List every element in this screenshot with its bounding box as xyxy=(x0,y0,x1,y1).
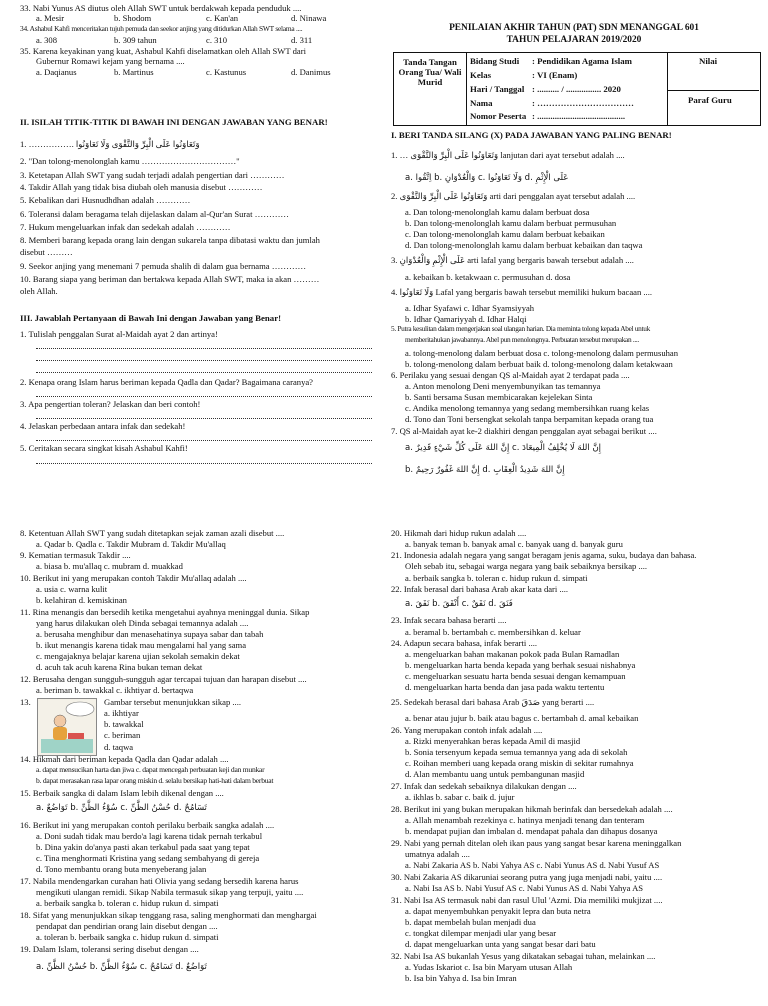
q27-options: a. ikhlas b. sabar c. baik d. jujur xyxy=(405,792,515,802)
question-19: 19. Dalam Islam, toleransi sering disebut dengan .... xyxy=(20,944,199,954)
question-22: 22. Infak berasal dari bahasa Arab akar kata dari .... xyxy=(391,584,569,594)
subject-value: : Pendidikan Agama Islam xyxy=(532,56,632,66)
question-34: 34. Ashabul Kahfi menceritakan tujuh pemuda dan seekor anjing yang ditidurkan Allah SWT selama .... xyxy=(20,24,303,33)
section-ii-item-8: 8. Memberi barang kepada orang lain dengan sukarela tanpa dibatasi waktu dan jumlah xyxy=(20,235,320,245)
question-14: 14. Hikmah dari beriman kepada Qadla dan Qadar adalah .... xyxy=(20,754,229,764)
question-5-line1: 5. Putra kesulitan dalam mengerjakan soal ulangan harian. Dia meminta tolong kepada Abel untuk xyxy=(391,324,650,333)
q6-option-a: a. Anton menolong Deni menyembunyikan tas temannya xyxy=(405,381,601,391)
section-ii-item-4: 4. Takdir Allah yang tidak bisa diubah oleh manusia disebut ………… xyxy=(20,182,263,192)
section-ii-heading: II. ISILAH TITIK-TITIK DI BAWAH INI DENGAN JAWABAN YANG BENAR! xyxy=(20,117,328,127)
q15-options: a. تَوَاضُعٌ b. سُوْءُ الظَّنِّ c. حُسْنُ الظَّنِّ d. تَسَامُحٌ xyxy=(36,803,207,813)
answer-line xyxy=(36,440,372,441)
section-iii-item-2: 2. Kenapa orang Islam harus beriman kepada Qadla dan Qadar? Bagaimana caranya? xyxy=(20,377,314,387)
q32-options-ac: a. Yudas Iskariot c. Isa bin Maryam utusan Allah xyxy=(405,962,573,972)
q35-option-c: c. Kastunus xyxy=(206,67,247,77)
section-iii-item-4: 4. Jelaskan perbedaan antara infak dan sedekah! xyxy=(20,421,186,431)
q20-options: a. banyak teman b. banyak amal c. banyak uang d. banyak guru xyxy=(405,539,623,549)
subject-label: Bidang Studi xyxy=(470,56,520,66)
q33-option-a: a. Mesir xyxy=(36,13,65,23)
name-label: Nama xyxy=(470,98,493,108)
question-26: 26. Yang merupakan contoh infak adalah .... xyxy=(391,725,543,735)
q28-options-bd: b. mendapat pujian dan imbalan d. mendapat pahala dan dihapus dosanya xyxy=(405,826,658,836)
question-17-line2: mengikuti ulangan remidi. Sikap Nabila termasuk sikap yang terpuji, yaitu .... xyxy=(36,887,304,897)
q2-option-d: d. Dan tolong-menolonglah kamu dalam berbuat kebaikan dan taqwa xyxy=(405,240,643,250)
section-iii-item-1: 1. Tulislah penggalan Surat al-Maidah ayat 2 dan artinya! xyxy=(20,329,218,339)
q34-option-c: c. 310 xyxy=(206,35,228,45)
q11-option-a: a. berusaha menghibur dan menasehatinya supaya sabar dan tabah xyxy=(36,629,264,639)
answer-line xyxy=(36,463,372,464)
q11-option-c: c. mengajaknya belajar karena ujian sekolah semakin dekat xyxy=(36,651,240,661)
q23-options: a. beramal b. bertambah c. membersihkan d. keluar xyxy=(405,627,581,637)
q34-option-a: a. 308 xyxy=(36,35,58,45)
question-15: 15. Berbaik sangka di dalam Islam lebih dikenal dengan .... xyxy=(20,788,224,798)
question-11-line1: 11. Rina menangis dan bersedih ketika mengetahui ayahnya meninggal dunia. Sikap xyxy=(20,607,310,617)
divider xyxy=(667,90,759,91)
q4-options-bd: b. Idhar Qamariyyah d. Idhar Halqi xyxy=(405,314,527,324)
question-17-line1: 17. Nabila mendengarkan curahan hati Olivia yang sedang bersedih karena harus xyxy=(20,876,299,886)
question-7: 7. QS al-Maidah ayat ke-2 diakhiri dengan penggalan ayat sebagai berikut .... xyxy=(391,426,657,436)
q1-options: a. اِتَّقُوا b. وَالْعُدْوَانِ c. وَلَا تَعَاوَنُوا d. عَلَى الْإِثْمِ xyxy=(405,173,569,183)
answer-line xyxy=(36,372,372,373)
parent-signature-label: Tanda Tangan Orang Tua/ Wali Murid xyxy=(398,57,462,88)
divider xyxy=(667,52,668,125)
q26-option-a: a. Rizki menyerahkan beras kepada Amil di masjid xyxy=(405,736,581,746)
q32-options-bd: b. Isa bin Yahya d. Isa bin Imran xyxy=(405,973,517,983)
question-12: 12. Berusaha dengan sungguh-sungguh agar tercapai tujuan dan harapan disebut .... xyxy=(20,674,307,684)
question-18-line2: pendapat dan pendirian orang lain disebut dengan .... xyxy=(36,921,218,931)
q7-options-bd: b. إِنَّ اللهَ غَفُورٌ رَحِيمٌ d. إِنَّ اللهَ شَدِيدُ الْعِقَابِ xyxy=(405,465,565,475)
participant-number-label: Nomor Peserta xyxy=(470,111,527,121)
q9-options: a. biasa b. mu'allaq c. mubram d. muakkad xyxy=(36,561,183,571)
section-ii-item-9: 9. Seekor anjing yang menemani 7 pemuda shalih di dalam gua bernama ………… xyxy=(20,261,307,271)
q17-options: a. berbaik sangka b. toleran c. hidup rukun d. simpati xyxy=(36,898,219,908)
q16-option-a: a. Doni sudah tidak mau berdo'a lagi karena tidak pernah terkabul xyxy=(36,831,263,841)
section-iii-item-5: 5. Ceritakan secara singkat kisah Ashabul Kahfi! xyxy=(20,443,188,453)
section-iii-item-3: 3. Apa pengertian toleran? Jelaskan dan beri contoh! xyxy=(20,399,201,409)
answer-line xyxy=(36,396,372,397)
exam-year: TAHUN PELAJARAN 2019/2020 xyxy=(506,35,642,45)
q2-option-c: c. Dan tolong-menolonglah kamu dalam berbuat kebaikan xyxy=(405,229,605,239)
q14-options-bd: b. dapat merasakan rasa lapar orang miskin d. selalu bersikap hati-hati dalam berbuat xyxy=(36,776,274,785)
q26-option-b: b. Sonia tersenyum kepada semua temannya yang ada di sekolah xyxy=(405,747,628,757)
q21-options: a. berbaik sangka b. toleran c. hidup rukun d. simpati xyxy=(405,573,588,583)
q16-option-d: d. Tono membantu orang buta menyeberang jalan xyxy=(36,864,207,874)
question-35-line1: 35. Karena keyakinan yang kuat, Ashabul Kahfi diselamatkan oleh Allah SWT dari xyxy=(20,46,306,56)
q33-option-c: c. Kan'an xyxy=(206,13,239,23)
question-35-line2: Gubernur Romawi kejam yang bernama .... xyxy=(36,56,185,66)
question-25: 25. Sedekah berasal dari bahasa Arab صَدَقَ yang berarti .... xyxy=(391,697,595,707)
q7-options-ac: a. إِنَّ اللهَ عَلَى كُلِّ شَيْءٍ قَدِيرٌ c. إِنَّ اللهَ لَا يُخْلِفُ الْمِيعَادَ xyxy=(405,443,602,453)
section-i-heading: I. BERI TANDA SILANG (X) PADA JAWABAN YANG PALING BENAR! xyxy=(391,130,672,140)
section-ii-item-3: 3. Ketetapan Allah SWT yang sudah terjadi adalah pengertian dari ………… xyxy=(20,170,285,180)
q22-options: a. نَفَقَ b. أَنْفَقَ c. نَفَقٌ d. فَنَقَ xyxy=(405,599,513,609)
q2-option-b: b. Dan tolong-menolonglah kamu dalam berbuat permusuhan xyxy=(405,218,617,228)
q35-option-a: a. Daqianus xyxy=(36,67,77,77)
question-18-line1: 18. Sifat yang menunjukkan sikap tenggang rasa, saling menghormati dan menghargai xyxy=(20,910,317,920)
q13-option-b: b. tawakkal xyxy=(104,719,144,729)
q2-option-a: a. Dan tolong-menolonglah kamu dalam berbuat dosa xyxy=(405,207,590,217)
question-29-line2: umatnya adalah .... xyxy=(405,849,470,859)
q6-option-c: c. Andika menolong temannya yang sedang membersihkan ruang kelas xyxy=(405,403,650,413)
q29-options: a. Nabi Zakaria AS b. Nabi Yahya AS c. Nabi Yunus AS d. Nabi Yusuf AS xyxy=(405,860,660,870)
question-31: 31. Nabi Isa AS termasuk nabi dan rasul Ulul 'Azmi. Dia memiliki mukjizat .... xyxy=(391,895,663,905)
q5-options-bd: b. tolong-menolong dalam berbuat baik d. tolong-menolong dalam ketakwaan xyxy=(405,359,673,369)
exam-title: PENILAIAN AKHIR TAHUN (PAT) SDN MENANGGAL 601 xyxy=(449,23,699,33)
q24-option-c: c. mengeluarkan sesuatu harta benda sesuai dengan kemampuan xyxy=(405,671,626,681)
section-ii-item-5: 5. Kebalikan dari Husnudhdhan adalah ………… xyxy=(20,195,191,205)
question-6: 6. Perilaku yang sesuai dengan QS al-Maidah ayat 2 terdapat pada .... xyxy=(391,370,630,380)
section-ii-item-2: 2. "Dan tolong-menolonglah kamu ……………………………" xyxy=(20,156,240,166)
question-13: 13. xyxy=(20,697,31,707)
q31-option-a: a. dapat menyembuhkan penyakit lepra dan buta netra xyxy=(405,906,591,916)
class-value: : VI (Enam) xyxy=(532,70,578,80)
answer-line xyxy=(36,360,372,361)
question-10: 10. Berikut ini yang merupakan contoh Takdir Mu'allaq adalah .... xyxy=(20,573,247,583)
question-33: 33. Nabi Yunus AS diutus oleh Allah SWT untuk berdakwah kepada penduduk .... xyxy=(20,3,302,13)
name-field[interactable]: : …………………………… xyxy=(532,98,634,108)
q13-option-d: d. taqwa xyxy=(104,742,134,752)
q33-option-d: d. Ninawa xyxy=(291,13,327,23)
question-30: 30. Nabi Zakaria AS dikaruniai seorang putra yang juga menjadi nabi, yaitu .... xyxy=(391,872,663,882)
q24-option-d: d. mengeluarkan harta benda dan jasa pada waktu tertentu xyxy=(405,682,605,692)
q4-options-ac: a. Idhar Syafawi c. Idhar Syamsiyyah xyxy=(405,303,535,313)
section-ii-item-10-cont: oleh Allah. xyxy=(20,286,58,296)
question-28: 28. Berikut ini yang bukan merupakan hikmah berinfak dan bersedekah adalah .... xyxy=(391,804,673,814)
answer-line xyxy=(36,348,372,349)
divider xyxy=(466,52,467,125)
date-label: Hari / Tanggal xyxy=(470,84,525,94)
section-ii-item-7: 7. Hukum mengeluarkan infak dan sedekah adalah ………… xyxy=(20,222,231,232)
section-ii-item-8-cont: disebut ……… xyxy=(20,247,73,257)
q34-option-d: d. 311 xyxy=(291,35,313,45)
praying-child-illustration xyxy=(37,698,97,756)
q19-options: a. حُسْنُ الظَّنِّ b. سُوْءُ الظَّنِّ c. تَسَامُحٌ d. تَوَاضُعٌ xyxy=(36,962,207,972)
question-21-line2: Oleh sebab itu, sebagai warga negara yang baik sebaiknya bersikap .... xyxy=(405,561,648,571)
q25-options: a. benar atau jujur b. baik atau bagus c. bertambah d. amal kebaikan xyxy=(405,713,639,723)
question-4: 4. وَلَا تَعَاوَنُوا Lafal yang bergaris bawah tersebut memiliki hukum bacaan .... xyxy=(391,287,652,297)
section-ii-item-6: 6. Toleransi dalam beragama telah dijelaskan dalam al-Qur'an Surat ………… xyxy=(20,209,290,219)
section-ii-item-1: 1. ……………. وَتَعَاوَنُوا عَلَى الْبِرِّ وَالتَّقْوَى وَلَا تَعَاوَنُوا xyxy=(20,139,200,149)
question-27: 27. Infak dan sedekah sebaiknya dilakukan dengan .... xyxy=(391,781,577,791)
q35-option-b: b. Martinus xyxy=(114,67,154,77)
question-29-line1: 29. Nabi yang pernah ditelan oleh ikan paus yang sangat besar karena meninggalkan xyxy=(391,838,682,848)
q26-option-c: c. Roihan memberi uang kepada orang miskin di sekitar rumahnya xyxy=(405,758,634,768)
question-21-line1: 21. Indonesia adalah negara yang sangat beragam jenis agama, suku, budaya dan bahasa. xyxy=(391,550,697,560)
q26-option-d: d. Alan membantu uang untuk pembangunan masjid xyxy=(405,769,585,779)
question-23: 23. Infak secara bahasa berarti .... xyxy=(391,615,507,625)
q33-option-b: b. Shodom xyxy=(114,13,152,23)
q31-option-d: d. dapat mengeluarkan unta yang sangat besar dari batu xyxy=(405,939,596,949)
question-13-text: Gambar tersebut menunjukkan sikap .... xyxy=(104,697,241,707)
question-32: 32. Nabi Isa AS bukanlah Yesus yang dikatakan sebagai tuhan, melainkan .... xyxy=(391,951,656,961)
q11-option-d: d. acuh tak acuh karena Rina bukan teman dekat xyxy=(36,662,203,672)
score-label: Nilai xyxy=(699,56,718,66)
q28-options-ac: a. Allah menambah rezekinya c. hatinya menjadi tenang dan tenteram xyxy=(405,815,645,825)
question-9: 9. Kematian termasuk Takdir .... xyxy=(20,550,131,560)
q24-option-a: a. mengeluarkan bahan makanan pokok pada Bulan Ramadlan xyxy=(405,649,620,659)
section-ii-item-10: 10. Barang siapa yang beriman dan bertakwa kepada Allah SWT, maka ia akan ……… xyxy=(20,274,320,284)
question-20: 20. Hikmah dari hidup rukun adalah .... xyxy=(391,528,527,538)
q12-options: a. beriman b. tawakkal c. ikhtiyar d. bertaqwa xyxy=(36,685,194,695)
q16-option-b: b. Dina yakin do'anya pasti akan terkabul pada saat yang tepat xyxy=(36,842,250,852)
q6-option-d: d. Tono dan Toni bersengkat sekolah tanpa berpamitan kepada orang tua xyxy=(405,414,654,424)
q11-option-b: b. ikut menangis karena tidak mau mengalami hal yang sama xyxy=(36,640,247,650)
question-11-line2: yang harus dilakukan oleh Dinda sebagai temannya adalah .... xyxy=(36,618,249,628)
question-3: 3. عَلَى الْإِثْمِ وَالْعُدْوَانِ arti lafal yang bergaris bawah tersebut adalah .... xyxy=(391,255,634,265)
question-5-line2: memberitahukan jawabannya. Abel pun menolongnya. Perbuatan tersebut merupakan .... xyxy=(405,335,639,344)
participant-number-field[interactable]: : ........................................ xyxy=(532,111,626,121)
section-iii-heading: III. Jawablah Pertanyaan di Bawah Ini dengan Jawaban yang Benar! xyxy=(20,313,282,323)
q18-options: a. toleran b. berbaik sangka c. hidup rukun d. simpati xyxy=(36,932,219,942)
question-8: 8. Ketentuan Allah SWT yang sudah ditetapkan sejak zaman azali disebut .... xyxy=(20,528,285,538)
q14-options-ac: a. dapat mensucikan harta dan jiwa c. dapat mencegah perbuatan keji dan munkar xyxy=(36,765,265,774)
teacher-initial-label: Paraf Guru xyxy=(688,95,732,105)
q13-option-c: c. beriman xyxy=(104,730,141,740)
q10-options-bd: b. kelahiran d. kemiskinan xyxy=(36,595,127,605)
q3-options: a. kebaikan b. ketakwaan c. permusuhan d. dosa xyxy=(405,272,571,282)
q31-option-c: c. tongkat dilempar menjadi ular yang besar xyxy=(405,928,557,938)
date-field[interactable]: : .......... / ................ 2020 xyxy=(532,84,621,94)
answer-line xyxy=(36,418,372,419)
question-1: 1. … وَتَعَاوَنُوا عَلَى الْبِرِّ وَالتَّقْوَى lanjutan dari ayat tersebut adalah .... xyxy=(391,150,625,160)
question-2: 2. وَتَعَاوَنُوا عَلَى الْبِرِّ وَالتَّقْوَى arti dari penggalan ayat tersebut adalah .... xyxy=(391,191,636,201)
q31-option-b: b. dapat membelah bulan menjadi dua xyxy=(405,917,536,927)
class-label: Kelas xyxy=(470,70,492,80)
q10-options-ac: a. usia c. warna kulit xyxy=(36,584,108,594)
q13-option-a: a. ikhtiyar xyxy=(104,708,139,718)
q16-option-c: c. Tina menghormati Kristina yang sedang sembahyang di gereja xyxy=(36,853,260,863)
q24-option-b: b. mengeluarkan harta benda kepada yang berhak sesuai nishabnya xyxy=(405,660,636,670)
q34-option-b: b. 309 tahun xyxy=(114,35,157,45)
question-24: 24. Adapun secara bahasa, infak berarti .... xyxy=(391,638,538,648)
q5-options-ac: a. tolong-menolong dalam berbuat dosa c. tolong-menolong dalam permusuhan xyxy=(405,348,679,358)
q8-options: a. Qadar b. Qadla c. Takdir Mubram d. Takdir Mu'allaq xyxy=(36,539,226,549)
q6-option-b: b. Santi bersama Susan membicarakan kejelekan Sinta xyxy=(405,392,593,402)
question-16: 16. Berikut ini yang merupakan contoh perilaku berbaik sangka adalah .... xyxy=(20,820,275,830)
q30-options: a. Nabi Isa AS b. Nabi Yusuf AS c. Nabi Yunus AS d. Nabi Yahya AS xyxy=(405,883,644,893)
q35-option-d: d. Danimus xyxy=(291,67,331,77)
